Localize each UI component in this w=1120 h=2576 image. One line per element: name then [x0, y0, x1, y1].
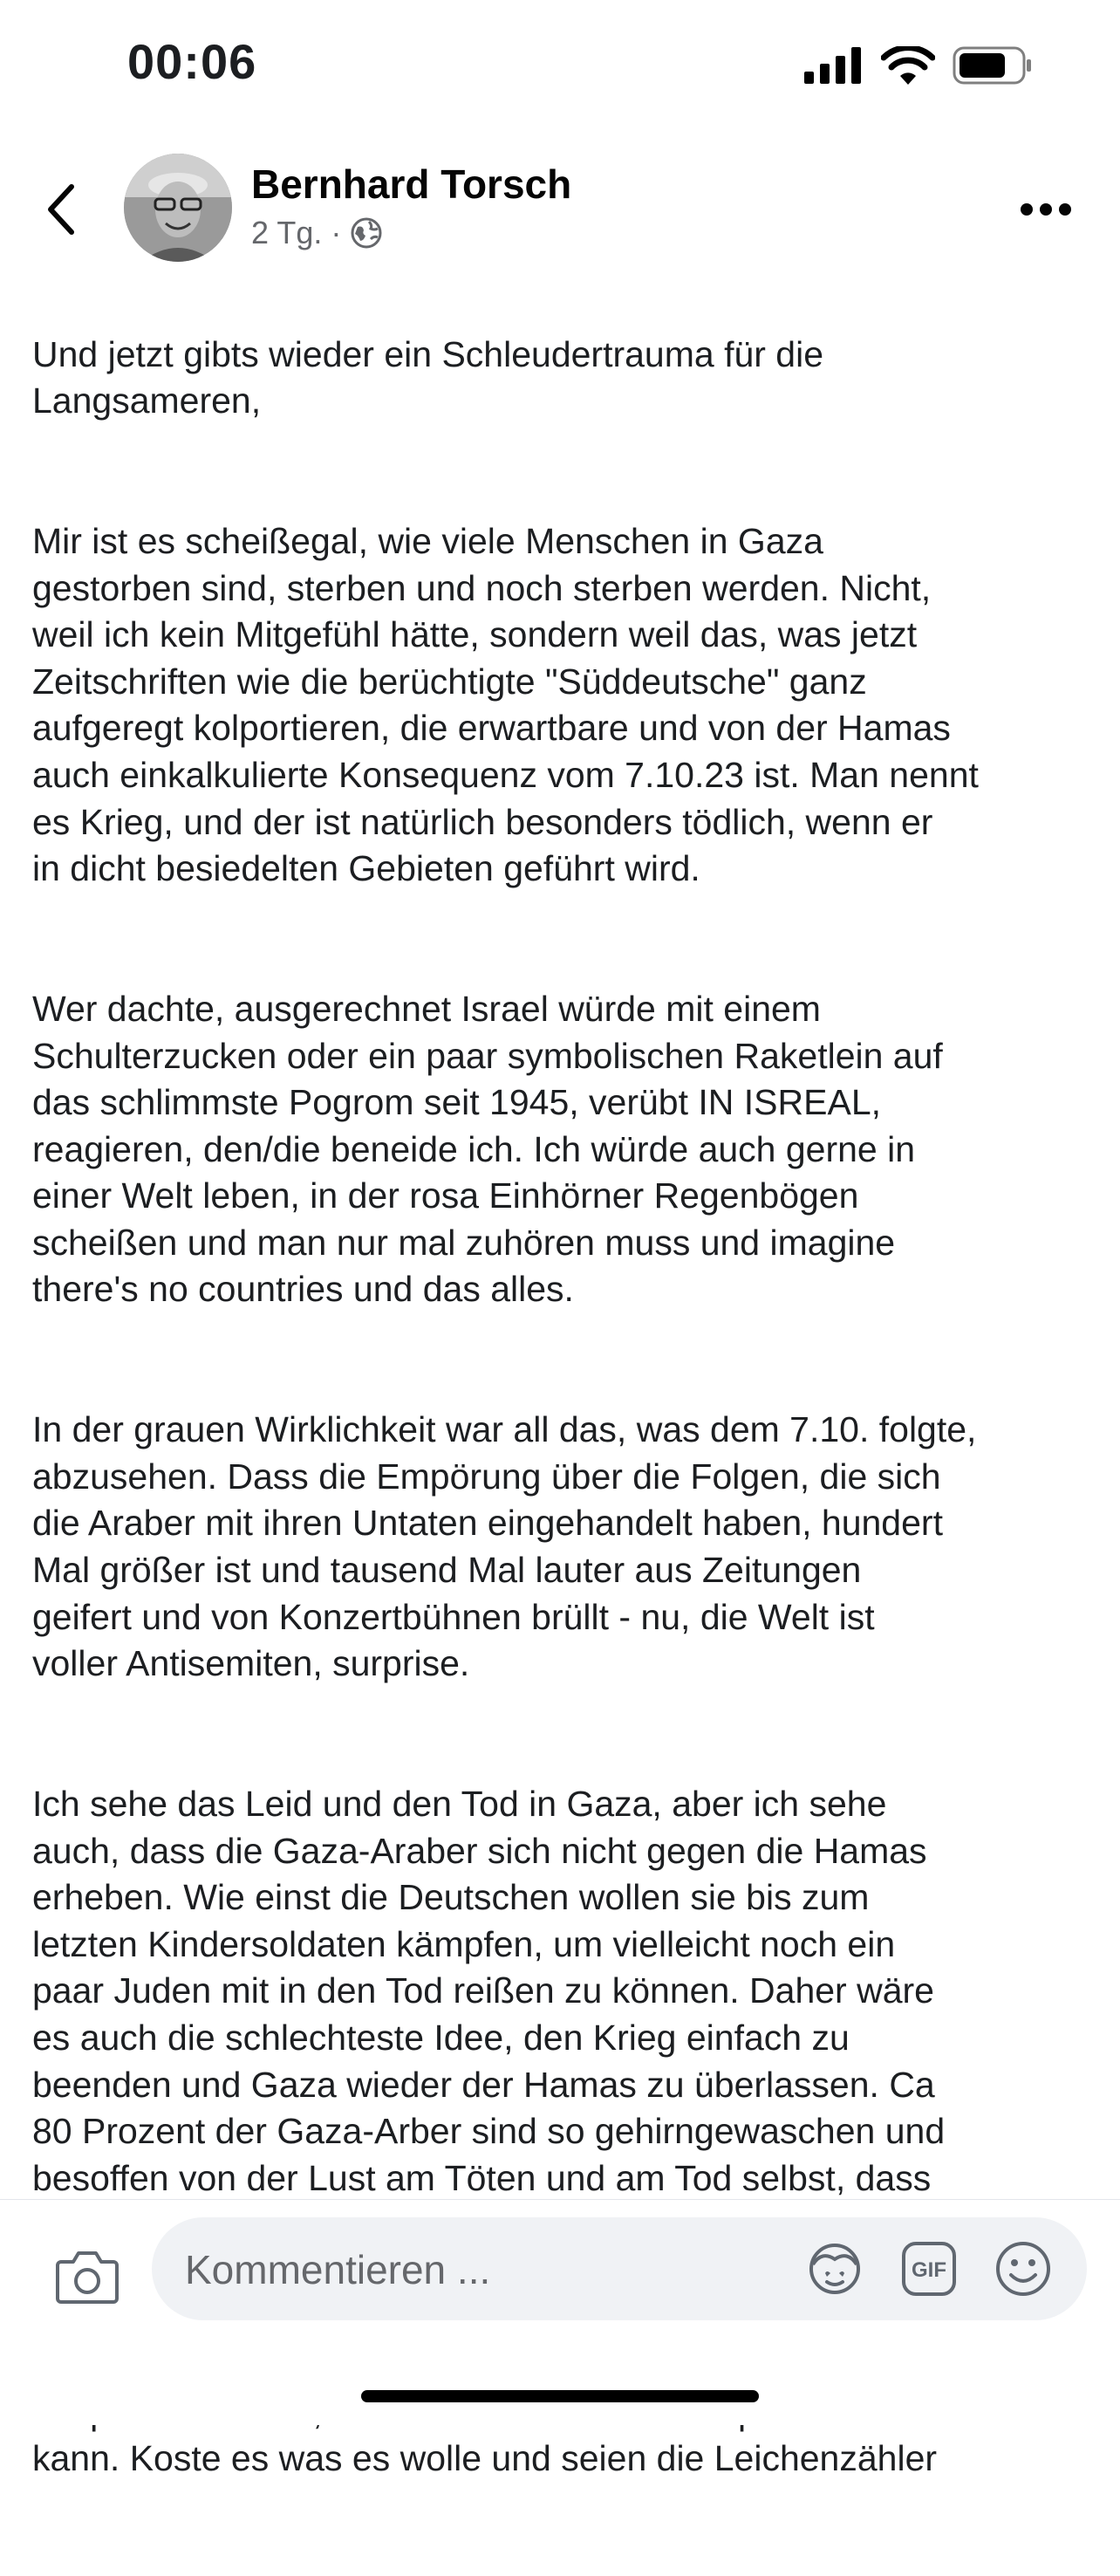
camera-icon — [56, 2250, 119, 2304]
post-paragraph: Und jetzt gibts wieder ein Schleudertrauma für die Langsameren, — [32, 333, 824, 421]
post-paragraph: Mir ist es scheißegal, wie viele Menschen in Gaza gestorben sind, sterben und noch sterben werden. Nicht, weil ich kein Mitgefühl hätte, sondern weil das, was jetzt Zeitschriften wie die berüchtigte "Süddeutsche" ganz aufgeregt kolportieren, die erwartbare und von der Hamas auch einkalkulierte Konsequenz vom 7.10.23 ist. Man nennt es Krieg, und der ist natürlich besonders tödlich, wenn er in dicht besiedelten Gebieten geführt wird. — [32, 520, 979, 889]
gif-button[interactable] — [900, 2240, 958, 2298]
post-paragraph: Ich sehe das Leid und den Tod in Gaza, aber ich sehe auch, dass die Gaza-Araber sich nicht gegen die Hamas erheben. Wie einst die Deutschen wollen sie bis zum letzten Kindersoldaten kämpfen, um vielleicht noch ein paar Juden mit in den Tod reißen zu können. Daher wäre es auch die schlechteste Idee, den Krieg einfach zu beenden und Gaza wieder der Hamas zu überlassen. Ca 80 Prozent der Gaza-Arber sind so gehirngewaschen und besoffen von der Lust am Töten und am Tod selbst, dass — [32, 1784, 946, 2198]
comment-field[interactable] — [152, 2217, 1087, 2320]
post-timestamp: 2 Tg. · — [251, 215, 342, 250]
gif-label: GIF — [912, 2258, 946, 2282]
post-header — [0, 148, 1120, 266]
author-name[interactable]: Bernhard Torsch — [251, 161, 572, 207]
more-horizontal-icon — [1020, 202, 1072, 216]
camera-button[interactable] — [51, 2240, 124, 2313]
status-bar — [0, 0, 1120, 131]
more-options-button[interactable] — [1007, 183, 1085, 236]
comment-bar — [0, 2199, 1120, 2425]
status-time: 00:06 — [127, 34, 257, 89]
emoji-icon — [994, 2240, 1052, 2298]
avatar-sticker-icon — [806, 2240, 864, 2298]
battery-icon — [953, 46, 1033, 85]
avatar-sticker-button[interactable] — [806, 2240, 864, 2298]
post-paragraph: Wer dachte, ausgerechnet Israel würde mit einem Schulterzucken oder ein paar symbolischen Raketlein auf das schlimmste Pogrom seit 1945, verübt IN ISREAL, reagieren, den/die beneide ich. Ich würde auch gerne in einer Welt leben, in der rosa Einhörner Regenbögen scheißen und man nur mal zuhören muss und imagine there's no countries und das alles. — [32, 988, 943, 1310]
home-indicator — [361, 2390, 759, 2402]
globe-icon — [350, 216, 383, 250]
back-button[interactable] — [35, 175, 87, 244]
wifi-icon — [881, 46, 935, 85]
gif-icon — [900, 2240, 958, 2298]
post-paragraph: kann. Koste es was es wolle und seien die Leichenzähler — [32, 2438, 938, 2479]
comment-input[interactable] — [183, 2217, 745, 2322]
cellular-signal-icon — [804, 47, 864, 84]
status-icons — [804, 45, 1033, 86]
post-meta — [251, 215, 383, 251]
chevron-left-icon — [44, 183, 79, 236]
emoji-button[interactable] — [994, 2240, 1052, 2298]
avatar[interactable] — [124, 154, 232, 262]
post-paragraph: In der grauen Wirklichkeit war all das, was dem 7.10. folgte, abzusehen. Dass die Empörung über die Folgen, die sich die Araber mit ihren Untaten eingehandelt haben, hundert Mal größer ist und tausend Mal lauter aus Zeitungen geifert und von Konzertbühnen brüllt - nu, die Welt ist voller Antisemiten, surprise. — [32, 1409, 977, 1684]
